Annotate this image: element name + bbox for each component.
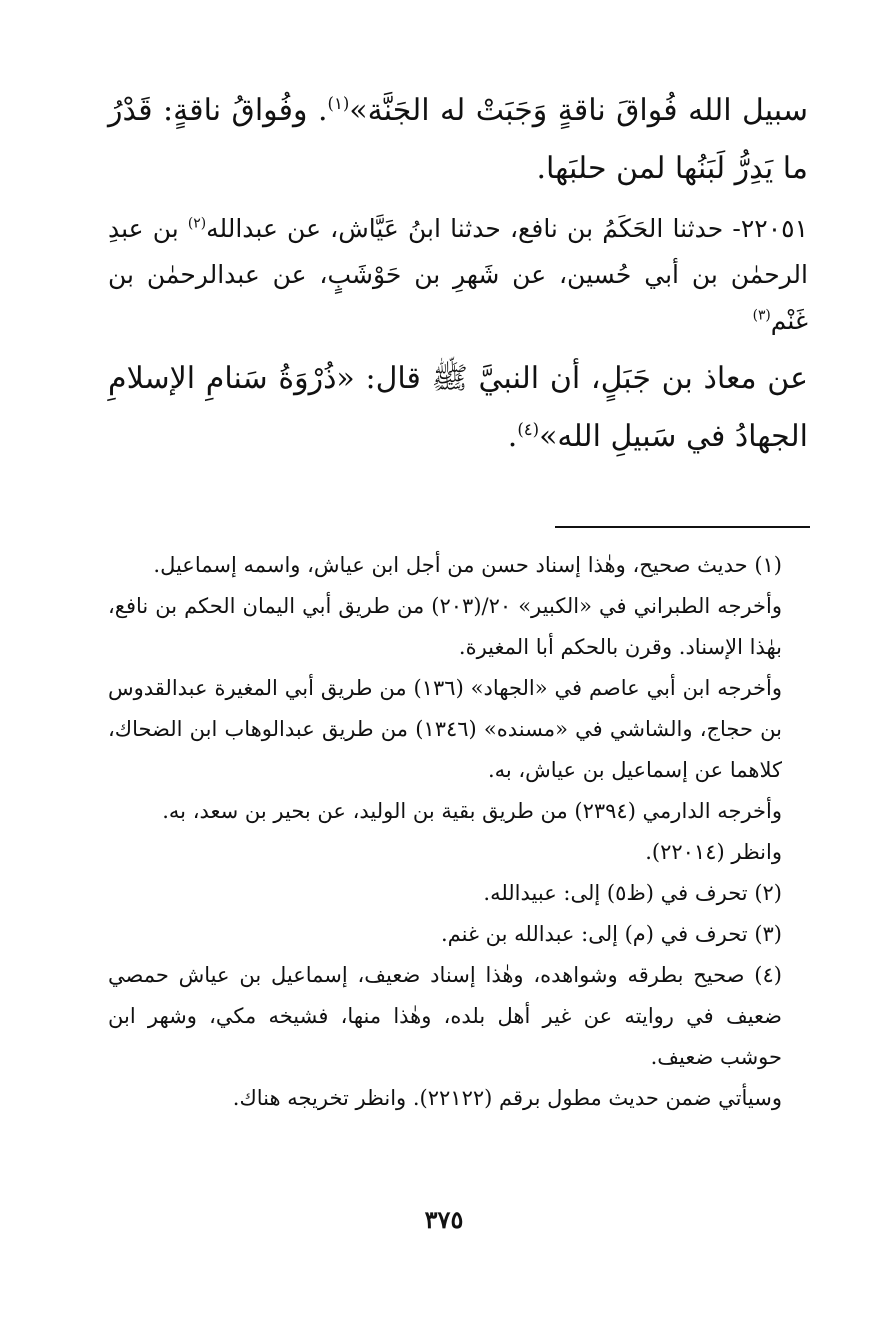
- footnote-ref-4: (٤): [517, 420, 540, 439]
- footnote-divider: [555, 526, 810, 528]
- para1-tail: . وفُواقُ ناقةٍ: قَدْرُ ما يَدِرُّ لَبَنُها لمن حلبَها.: [108, 93, 808, 186]
- footnote-4: (٤) صحيح بطرقه وشواهده، وهٰذا إسناد ضعيف، إسماعيل بن عياش حمصي ضعيف في روايته عن غير أهل بلده، وهٰذا منها، فشيخه مكي، وشهر ابن حوشب ضعيف.: [108, 963, 782, 1069]
- para2-text-b: بن عبدِ الرحمٰن بن أبي حُسين، عن شَهرِ بن حَوْشَبٍ، عن عبدالرحمٰن بن غَنْم: [108, 214, 808, 335]
- footnote-ref-1: (١): [327, 94, 350, 113]
- footnote-1-see-also: وانظر (٢٢٠١٤).: [645, 840, 782, 864]
- footnote-3: (٣) تحرف في (م) إلى: عبدالله بن غنم.: [440, 922, 782, 946]
- footnote-1-takhrij-c: وأخرجه الدارمي (٢٣٩٤) من طريق بقية بن الوليد، عن بحير بن سعد، به.: [162, 799, 782, 823]
- footnote-ref-3: (٣): [752, 307, 771, 324]
- footnotes: [108, 545, 810, 1119]
- para3-tail: .: [507, 419, 518, 454]
- footnote-4-see-also: وسيأتي ضمن حديث مطول برقم (٢٢١٢٢). وانظر تخريجه هناك.: [232, 1086, 782, 1110]
- footnote-1-takhrij-a: وأخرجه الطبراني في «الكبير» ٢٠/(٢٠٣) من طريق أبي اليمان الحكم بن نافع، بهٰذا الإسناد. وقرن بالحكم أبا المغيرة.: [108, 594, 782, 659]
- page-number: ٣٧٥: [424, 1205, 464, 1234]
- footnote-1: (١) حديث صحيح، وهٰذا إسناد حسن من أجل ابن عياش، واسمه إسماعيل.: [153, 553, 782, 577]
- footnote-ref-2: (٢): [187, 215, 207, 232]
- footnote-1-takhrij-b: وأخرجه ابن أبي عاصم في «الجهاد» (١٣٦) من طريق أبي المغيرة عبدالقدوس بن حجاج، والشاشي في «مسنده» (١٣٤٦) من طريق عبدالوهاب ابن الضحاك، كلاهما عن إسماعيل بن عياش، به.: [108, 676, 783, 782]
- para1-text: سبيل الله فُواقَ ناقةٍ وَجَبَتْ له الجَنَّة»: [349, 93, 808, 128]
- hadith-22051-matn: [108, 350, 808, 466]
- hadith-22051-isnad: [108, 206, 808, 344]
- main-text-paragraph-1: [108, 82, 808, 198]
- footnote-2: (٢) تحرف في (ظ٥) إلى: عبيدالله.: [483, 881, 782, 905]
- para3-text: عن معاذ بن جَبَلٍ، أن النبيَّ ﷺ قال: «ذُرْوَةُ سَنامِ الإسلامِ الجهادُ في سَبيلِ الله»: [108, 361, 808, 454]
- para2-text-a: ٢٢٠٥١- حدثنا الحَكَمُ بن نافع، حدثنا ابنُ عَيَّاش، عن عبدالله: [206, 214, 808, 243]
